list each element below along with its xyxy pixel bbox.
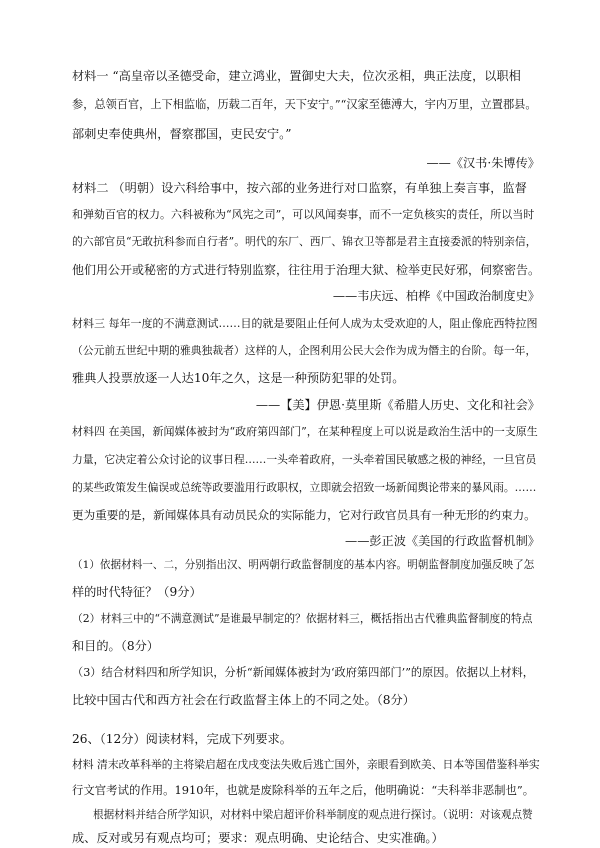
material-1-line-3: 部刺史奉使典州，督察郡国，吏民安宁。” bbox=[72, 127, 292, 141]
question-26-material-line-2: 行文官考试的作用。1910年，也就是废除科举的五年之后，他明确说：“夫科举非恶制也”。 bbox=[72, 783, 535, 797]
question-1-line-2: 样的时代特征？（9分） bbox=[72, 585, 202, 599]
question-2-line-1: （2）材料三中的“不满意测试”是谁最早制定的？依据材料三，概括指出古代雅典监督制度的特点 bbox=[72, 612, 533, 625]
question-26-task-line-2: 成、反对或另有观点均可；要求：观点明确、史论结合、史实准确。） bbox=[72, 831, 444, 845]
question-26-material-line-1: 材料 清末改革科举的主将梁启超在戊戌变法失败后逃亡国外，亲眼看到欧美、日本等国借鉴科举实 bbox=[72, 758, 540, 771]
question-3-line-2: 比较中国古代和西方社会在行政监督主体上的不同之处。（8分） bbox=[72, 693, 415, 707]
material-3-line-3: 雅典人投票放逐一人达10年之久，这是一种预防犯罪的处罚。 bbox=[72, 371, 405, 385]
question-2-line-2: 和目的。（8分） bbox=[72, 639, 159, 653]
material-2-line-4: 他们用公开或秘密的方式进行特别监察，往往用于治理大狱、检举吏民好邪，伺察密告。 bbox=[72, 263, 540, 277]
material-4-line-2: 力量，它决定着公众讨论的议事日程……一头牵着政府，一头牵着国民敏感之极的神经，一旦官员 bbox=[72, 453, 537, 466]
material-4-source: ——彭正波《美国的行政监督机制》 bbox=[345, 534, 540, 548]
question-26-heading: 26、（12分）阅读材料，完成下列要求。 bbox=[72, 732, 292, 746]
material-2-line-3: 的六部官员“无敢抗科参而自行者”。明代的东厂、西厂、锦衣卫等都是君主直接委派的特别亲信， bbox=[72, 235, 537, 248]
question-3-line-1: （3）结合材料四和所学知识，分析“新闻媒体被封为‘政府第四部门’”的原因。依据以上材料， bbox=[72, 666, 534, 679]
material-3-line-2: （公元前五世纪中期的雅典独裁者）这样的人，企图利用公民大会作为成为僭主的台阶。每一年， bbox=[72, 344, 537, 357]
material-3-line-1: 材料三 每年一度的不满意测试……目的就是要阻止任何人成为太受欢迎的人，阻止像庇西特拉图 bbox=[72, 317, 538, 330]
question-1-line-1: （1）依据材料一、二，分别指出汉、明两朝行政监督制度的基本内容。明朝监督制度加强反映了怎 bbox=[72, 559, 535, 571]
material-1-line-2: 参，总领百官，上下相监临，历载二百年，天下安宁。”“汉家至德溥大，宇内万里，立置郡县。 bbox=[72, 98, 537, 111]
material-2-line-2: 和弹劾百官的权力。六科被称为“风宪之司”，可以风闻奏事，而不一定负核实的责任，所以当时 bbox=[72, 208, 535, 221]
material-1-line-1: 材料一 “高皇帝以圣德受命，建立鸿业，置御史大夫，位次丞相，典正法度，以职相 bbox=[72, 69, 521, 83]
material-3-source: ——【美】伊恩·莫里斯《希腊人历史、文化和社会》 bbox=[255, 398, 540, 412]
question-26-task-line-1: 根据材料并结合所学知识，对材料中梁启超评价科举制度的观点进行探讨。（说明：对该观点赞 bbox=[93, 809, 533, 821]
material-4-line-1: 材料四 在美国，新闻媒体被封为“政府第四部门”，在某种程度上可以说是政治生活中的一支原生 bbox=[72, 425, 538, 438]
material-4-line-4: 更为重要的是，新闻媒体具有动员民众的实际能力，它对行政官员具有一种无形的约束力。 bbox=[72, 508, 536, 522]
material-2-line-1: 材料二 （明朝）设六科给事中，按六部的业务进行对口监察，有单独上奏言事，监督 bbox=[72, 181, 527, 195]
material-1-source: ——《汉书·朱博传》 bbox=[426, 156, 540, 170]
material-2-source: ——韦庆远、柏桦《中国政治制度史》 bbox=[332, 289, 540, 303]
material-4-line-3: 的某些政策发生偏误或总统等政要滥用行政职权，立即就会招致一场新闻舆论带来的暴风雨。…… bbox=[72, 481, 537, 494]
